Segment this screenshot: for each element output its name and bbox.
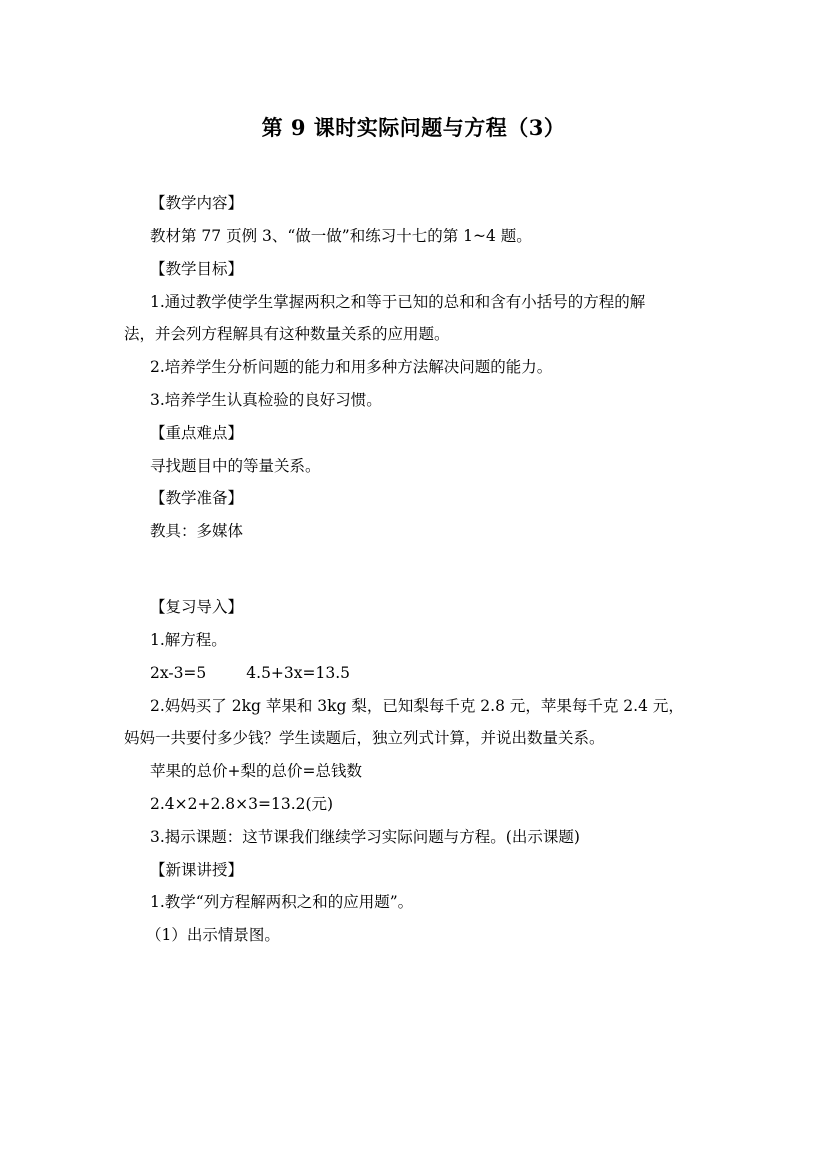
- section-header-new: 【新课讲授】: [150, 861, 244, 879]
- new-1-1: （1）出示情景图。: [146, 926, 280, 944]
- key-text: 寻找题目中的等量关系。: [150, 457, 321, 475]
- page-title: 第 9 课时实际问题与方程（3）: [261, 115, 566, 140]
- section-header-content: 【教学内容】: [150, 194, 244, 212]
- content-text: 教材第 77 页例 3、“做一做”和练习十七的第 1~4 题。: [150, 227, 532, 245]
- prep-text: 教具：多媒体: [150, 522, 244, 540]
- review-2-line-a: 2.妈妈买了 2kg 苹果和 3kg 梨，已知梨每千克 2.8 元，苹果每千克 2.4 元，: [150, 697, 684, 715]
- goal-3: 3.培养学生认真检验的良好习惯。: [150, 391, 382, 409]
- goal-1-line-b: 法，并会列方程解具有这种数量关系的应用题。: [124, 325, 450, 343]
- new-1: 1.教学“列方程解两积之和的应用题”。: [150, 893, 414, 911]
- review-3: 3.揭示课题：这节课我们继续学习实际问题与方程。(出示课题): [150, 828, 580, 846]
- review-eq-2: 4.5+3x=13.5: [246, 664, 351, 682]
- section-header-key: 【重点难点】: [150, 424, 244, 442]
- section-header-goals: 【教学目标】: [150, 260, 244, 278]
- goal-2: 2.培养学生分析问题的能力和用多种方法解决问题的能力。: [150, 358, 553, 376]
- quantity-relation: 苹果的总价+梨的总价=总钱数: [150, 762, 362, 780]
- review-eq-1: 2x-3=5: [150, 664, 207, 682]
- goal-1-line-a: 1.通过教学使学生掌握两积之和等于已知的总和和含有小括号的方程的解: [150, 293, 646, 311]
- section-header-prep: 【教学准备】: [150, 489, 244, 507]
- review-1: 1.解方程。: [150, 631, 227, 649]
- calculation: 2.4×2+2.8×3=13.2(元): [150, 795, 334, 813]
- review-2-line-b: 妈妈一共要付多少钱？学生读题后，独立列式计算，并说出数量关系。: [124, 729, 605, 747]
- section-header-review: 【复习导入】: [150, 598, 244, 616]
- review-equations: [150, 663, 350, 683]
